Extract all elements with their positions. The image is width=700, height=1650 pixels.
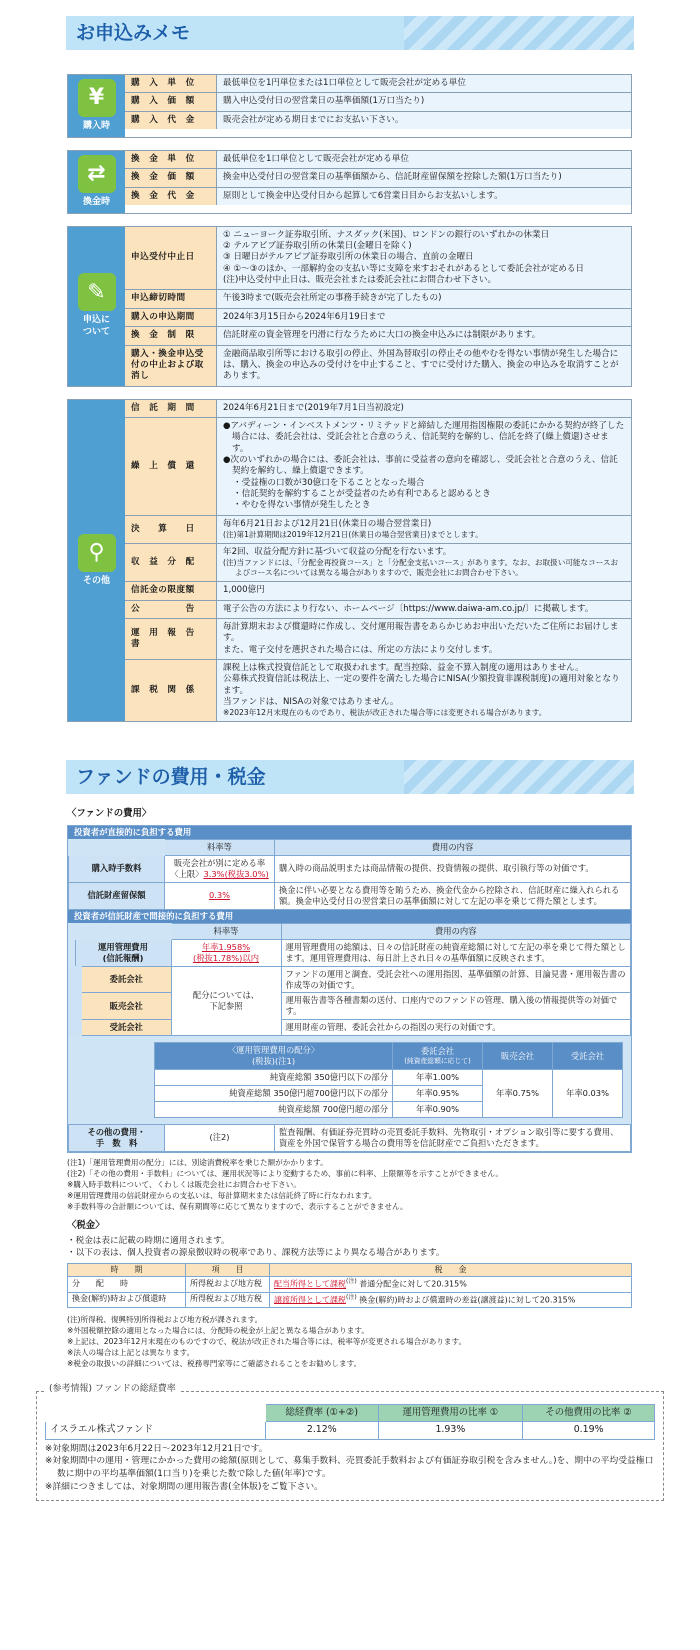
line: 年2回、収益分配方針に基づいて収益の分配を行ないます。 [223,546,452,557]
party-content: 運用報告書等各種書類の送付、口座内でのファンドの管理、購入後の情報提供等の対価です。 [281,993,631,1020]
row-value: 毎計算期末および償還時に作成し、交付運用報告書をあらかじめお申出いただいたご住所にお届けします。 また、電子交付を選択された場合には、所定の方法により交付します。 [217,619,631,659]
row-key: 申込締切時間 [125,290,217,307]
fee-content: 購入時の商品説明または商品情報の提供、投資情報の提供、取引執行等の対価です。 [275,855,631,882]
memo-row [125,327,631,345]
line: ●アバディーン・インベストメンツ・リミテッドと締結した運用指図権限の委託にかかる契約が終了した場合には、委託会社は、受託会社と合意のうえ、信託契約を解約し、信託を終了(繰上償還)させます。 [223,420,625,454]
fee-row [69,855,631,882]
note: ※外国税額控除の適用となった場合には、分配時の税金が上記と異なる場合があります。 [67,1325,369,1335]
alloc-seller: 年率0.75% [483,1070,553,1118]
note: (注1)「運用管理費用の配分」には、別途消費税率を乗じた額がかかります。 [67,1157,328,1167]
fee-content: 運用管理費用の総額は、日々の信託財産の純資産総額に対して左記の率を乗じて得た額とします。運用管理費用は、毎日計上され日々の基準価額に反映されます。 [281,939,631,966]
row-key: 信託金の限度額 [125,582,217,599]
fee-key: その他の費用・ 手 数 料 [69,1124,165,1151]
tax-point: ・以下の表は、個人投資者の源泉徴収時の税率であり、課税方法等により異なる場合があります。 [67,1247,445,1258]
fee-content: 監査報酬、有価証券売買時の売買委託手数料、先物取引・オプション取引等に要する費用、資産を外国で保管する場合の費用等を信託財産でご負担いただきます。 [275,1124,631,1151]
alloc-h1: 〈運用管理費用の配分〉 (税抜)(注1) [155,1043,393,1070]
fee-row [69,1124,631,1151]
alloc-rate: 年率0.95% [393,1086,483,1102]
line: ●次のいずれかの場合には、委託会社は、事前に受益者の意向を確認し、受託会社と合意のうえ、信託契約を解約し、繰上償還できます。 [223,454,618,477]
tax-h: 時 期 [68,1263,186,1277]
alloc-tier: 純資産総額 350億円超700億円以下の部分 [155,1086,393,1102]
row-value [217,418,631,515]
row-value [217,544,631,581]
note: ※2023年12月末現在のものであり、税法が改正された場合等には変更される場合があります。 [223,708,547,718]
fee-rate: 販売会社が別に定める率 [173,857,266,868]
fee-row [75,966,631,993]
row-value [217,227,631,290]
fee-row [75,993,631,1020]
fund-name: イスラエル株式ファンド [46,1422,266,1439]
tax-table [67,1263,632,1308]
party-content: ファンドの運用と調査、受託会社への運用指図、基準価額の計算、目論見書・運用報告書の作成等の対価です。 [281,966,631,993]
alloc-h2: 委託会社 [420,1046,455,1057]
expense-ratio-box [36,1383,664,1501]
row-value: 1,000億円 [217,582,631,599]
memo-row [125,346,631,386]
fee-rate-cap: 〈上限〉 [170,868,204,879]
other-block [67,399,632,723]
memo-row [125,601,631,619]
tax-sup: (注) [346,1278,357,1286]
memo-row [125,151,631,169]
memo-row [125,75,631,93]
ref-h1: 総経費率 (①+②) [266,1404,379,1421]
row-key: 申込受付中止日 [125,227,217,290]
party-key: 受託会社 [75,1020,171,1036]
tax-h: 項 目 [186,1263,270,1277]
row-value: 2024年6月21日まで(2019年7月1日当初設定) [217,400,631,417]
fees-subtitle: 〈ファンドの費用〉 [67,808,152,820]
ref-h3: その他費用の比率 ② [523,1404,655,1421]
note: ※対象期間は2023年6月22日～2023年12月21日です。 [45,1443,268,1454]
row-value: 最低単位を1口単位として販売会社が定める単位 [217,151,631,168]
application-label: 申込に ついて [82,315,110,338]
row-key: 換 金 制 限 [125,327,217,344]
fee-rate-value: 3.3%(税抜3.0%) [203,868,269,879]
note: ※手数料等の合計額については、保有期間等に応じて異なりますので、表示することができません。 [67,1201,408,1211]
other-label-cell [68,400,125,722]
line: ① ニューヨーク証券取引所、ナスダック(米国)、ロンドンの銀行のいずれかの休業日 [223,229,550,240]
fee-rate-sub: (税抜1.78%)以内 [192,952,260,963]
tax-table-wrap [67,1263,632,1308]
row-value: 換金申込受付日の翌営業日の基準価額から、信託財産留保額を控除した額(1万口当たり) [217,169,631,186]
fee-key: 運用管理費用 (信託報酬) [75,939,171,966]
tax-rate: 換金(解約)時および償還時の差益(譲渡益)に対して20.315% [359,1295,576,1305]
memo-row [125,516,631,544]
fees-table [67,825,632,1153]
ref-notes [45,1443,655,1494]
ref-title: (参考情報) ファンドの総経費率 [45,1384,180,1396]
row-key: 換 金 価 額 [125,169,217,186]
tax-item: 所得税および地方税 [186,1277,270,1292]
note: ※運用管理費用の信託財産からの支払いは、毎計算期末または信託終了時に行なわれます。 [67,1190,377,1200]
row-value: 電子公告の方法により行ない、ホームページ〔https://www.daiwa-am.co.jp/〕に掲載します。 [217,601,631,618]
note: (注)第1計算期間は2019年12月21日(休業日の場合翌営業日)までとします。 [223,529,483,539]
party-key: 販売会社 [75,993,171,1020]
ref-h2: 運用管理費用の比率 ① [378,1404,523,1421]
row-key: 公 告 [125,601,217,618]
row-value [217,660,631,721]
memo-row [125,309,631,327]
alloc-table [154,1042,623,1118]
purchase-block [67,74,632,138]
alloc-h3: 販売会社 [483,1043,553,1070]
memo-row [125,169,631,187]
fees-title: ファンドの費用・税金 [76,766,266,789]
alloc-trustee: 年率0.03% [553,1070,623,1118]
row-key: 収 益 分 配 [125,544,217,581]
memo-row [125,418,631,516]
tax-point: ・税金は表に記載の時期に適用されます。 [67,1236,230,1247]
tax-item: 所得税および地方税 [186,1292,270,1307]
tax-sup: (注) [346,1293,357,1301]
col-rate: 料率等 [171,923,281,939]
line: ④ ①～③のほか、一部解約金の支払い等に支障を来すおそれがあるとして委託会社が定める日 [223,263,585,274]
tax-points [67,1236,632,1259]
memo-row [125,112,631,129]
memo-row [125,227,631,291]
row-value: 金融商品取引所等における取引の停止、外国為替取引の停止その他やむを得ない事情が発生した場合には、購入、換金の申込みの受付けを中止すること、すでに受付けた購入、換金の申込みを取消すことがあります。 [217,346,631,386]
note: ※詳細につきましては、対象期間の運用報告書(全体版)をご覧下さい。 [45,1481,323,1492]
line: ② テルアビブ証券取引所の休業日(金曜日を除く) [223,241,412,252]
tax-time: 換金(解約)時および償還時 [68,1292,186,1307]
row-key: 課 税 関 係 [125,660,217,721]
alloc-h4: 受託会社 [553,1043,623,1070]
row-key: 決 算 日 [125,516,217,543]
row-value: 原則として換金申込受付日から起算して6営業日目からお支払いします。 [217,188,631,205]
line: ・受益権の口数が30億口を下ることとなった場合 [233,477,425,488]
fees-header [66,760,634,794]
line: 毎年6月21日および12月21日(休業日の場合翌営業日) [223,518,432,529]
fee-row [75,1020,631,1036]
fee-rate-value: 年率1.958% [201,941,251,952]
ref-v3: 0.19% [523,1422,655,1439]
tax-notes [67,1314,632,1369]
memo-row [125,93,631,111]
line: 課税上は株式投資信託として取扱われます。配当控除、益金不算入制度の適用はありません。 公募株式投資信託は税法上、一定の要件を満たした場合にNISA(少額投資非課税制度)の適用対象となります。 当ファンドは、NISAの対象ではありません。 [223,663,620,708]
application-block [67,226,632,387]
ref-v1: 2.12% [266,1422,379,1439]
other-label: その他 [82,575,110,586]
row-value [217,516,631,543]
row-key: 購入・換金申込受付の中止および取消し [125,346,217,386]
ref-v2: 1.93% [378,1422,523,1439]
expense-ratio-table [45,1404,655,1440]
row-value: 販売会社が定める期日までにお支払い下さい。 [217,112,631,129]
memo-row [125,660,631,721]
row-value: 購入申込受付日の翌営業日の基準価額(1万口当たり) [217,93,631,110]
tax-subtitle: 〈税金〉 [67,1219,105,1231]
row-value: 午後3時まで(販売会社所定の事務手続きが完了したもの) [217,290,631,307]
row-key: 購入の申込期間 [125,309,217,326]
fee-key: 購入時手数料 [69,855,165,882]
alloc-h2-sub: (純資産総額に応じて) [404,1057,471,1066]
row-value: 最低単位を1円単位または1口単位として販売会社が定める単位 [217,75,631,92]
col-content: 費用の内容 [281,923,631,939]
fees-notes [67,1157,632,1212]
note: ※法人の場合は上記とは異なります。 [67,1347,195,1357]
memo-row [125,400,631,418]
paperclip-icon: ⚲ [78,534,116,572]
row-key: 信 託 期 間 [125,400,217,417]
tax-type: 譲渡所得として課税 [274,1295,346,1305]
purchase-label-cell [68,75,125,137]
alloc-tier: 純資産総額 350億円以下の部分 [155,1070,393,1086]
alloc-rate: 年率0.90% [393,1102,483,1118]
split-note: 配分については、 下記参照 [171,966,281,1036]
note: (注)当ファンドには、「分配金再投資コース」と「分配金支払いコース」があります。なお、お取扱い可能なコースおよびコース名については異なる場合がありますので、販売会社にお問合わせ下さい。 [223,558,619,578]
line: (注)申込受付中止日は、販売会社または委託会社にお問合わせ下さい。 [223,275,497,286]
fee-row [69,882,631,909]
memo-title: お申込みメモ [76,22,191,44]
party-content: 運用財産の管理、委託会社からの指図の実行の対価です。 [281,1020,631,1036]
note: ※税金の取扱いの詳細については、税務専門家等にご確認されることをお勧めします。 [67,1358,362,1368]
purchase-label: 購入時 [82,121,110,131]
row-value: 信託財産の資金管理を円滑に行なうために大口の換金申込みには制限があります。 [217,327,631,344]
alloc-rate: 年率1.00% [393,1070,483,1086]
row-key: 購 入 価 額 [125,93,217,110]
row-key: 換 金 単 位 [125,151,217,168]
fee-rate-value: 0.3% [208,890,231,901]
row-key: 繰 上 償 還 [125,418,217,515]
tax-rate: 普通分配金に対して20.315% [359,1280,467,1290]
memo-row [125,290,631,308]
redemption-icon: ⇄ [78,155,116,193]
note: ※購入時手数料について、くわしくは販売会社にお問合わせ下さい。 [67,1179,301,1189]
memo-row [125,582,631,600]
note: (注2)「その他の費用・手数料」については、運用状況等により変動するため、事前に料率、上限額等を示すことができません。 [67,1168,503,1178]
col-content: 費用の内容 [275,839,631,855]
row-key: 換 金 代 金 [125,188,217,205]
row-key: 運 用 報 告 書 [125,619,217,659]
direct-bar: 投資者が直接的に負担する費用 [68,826,631,839]
alloc-tier: 純資産総額 700億円超の部分 [155,1102,393,1118]
application-label-cell [68,227,125,386]
indirect-bar: 投資者が信託財産で間接的に負担する費用 [68,910,631,923]
note: (注)所得税、復興特別所得税および地方税が課されます。 [67,1314,263,1324]
tax-h: 税 金 [270,1263,632,1277]
party-key: 委託会社 [75,966,171,993]
memo-header [66,16,634,50]
redemption-label: 換金時 [82,196,110,207]
note: ※対象期間中の運用・管理にかかった費用の総額(原則として、募集手数料、売買委託手数料および有価証券取引税を含みません。)を、期中の平均受益権口数に期中の平均基準価額(1口当り)を乗じた数で除した値(年率)です。 [45,1456,654,1480]
fee-rate: (注2) [165,1124,275,1151]
fee-content: 換金に伴い必要となる費用等を賄うため、換金代金から控除され、信託財産に繰入れられる額。換金申込受付日の翌営業日の基準価額に対して左記の率を乗じて得た額とします。 [275,882,631,909]
purchase-icon: ¥ [78,79,116,117]
memo-row [125,188,631,205]
fee-row [75,939,631,966]
tax-type: 配当所得として課税 [274,1280,346,1290]
col-rate: 料率等 [165,839,275,855]
row-key: 購 入 代 金 [125,112,217,129]
redemption-block [67,150,632,214]
pen-icon: ✎ [78,273,116,311]
tax-time: 分 配 時 [68,1277,186,1292]
line: ・信託契約を解約することが受益者のため有利であると認めるとき [233,488,491,499]
line: ・やむを得ない事情が発生したとき [233,500,371,511]
redemption-label-cell [68,151,125,213]
line: ③ 日曜日がテルアビブ証券取引所の休業日の場合、直前の金曜日 [223,252,474,263]
row-value: 2024年3月15日から2024年6月19日まで [217,309,631,326]
memo-row [125,619,631,660]
fee-key: 信託財産留保額 [69,882,165,909]
memo-row [125,544,631,582]
note: ※上記は、2023年12月末現在のものですので、税法が改正された場合等には、税率等が変更される場合があります。 [67,1336,467,1346]
row-key: 購 入 単 位 [125,75,217,92]
